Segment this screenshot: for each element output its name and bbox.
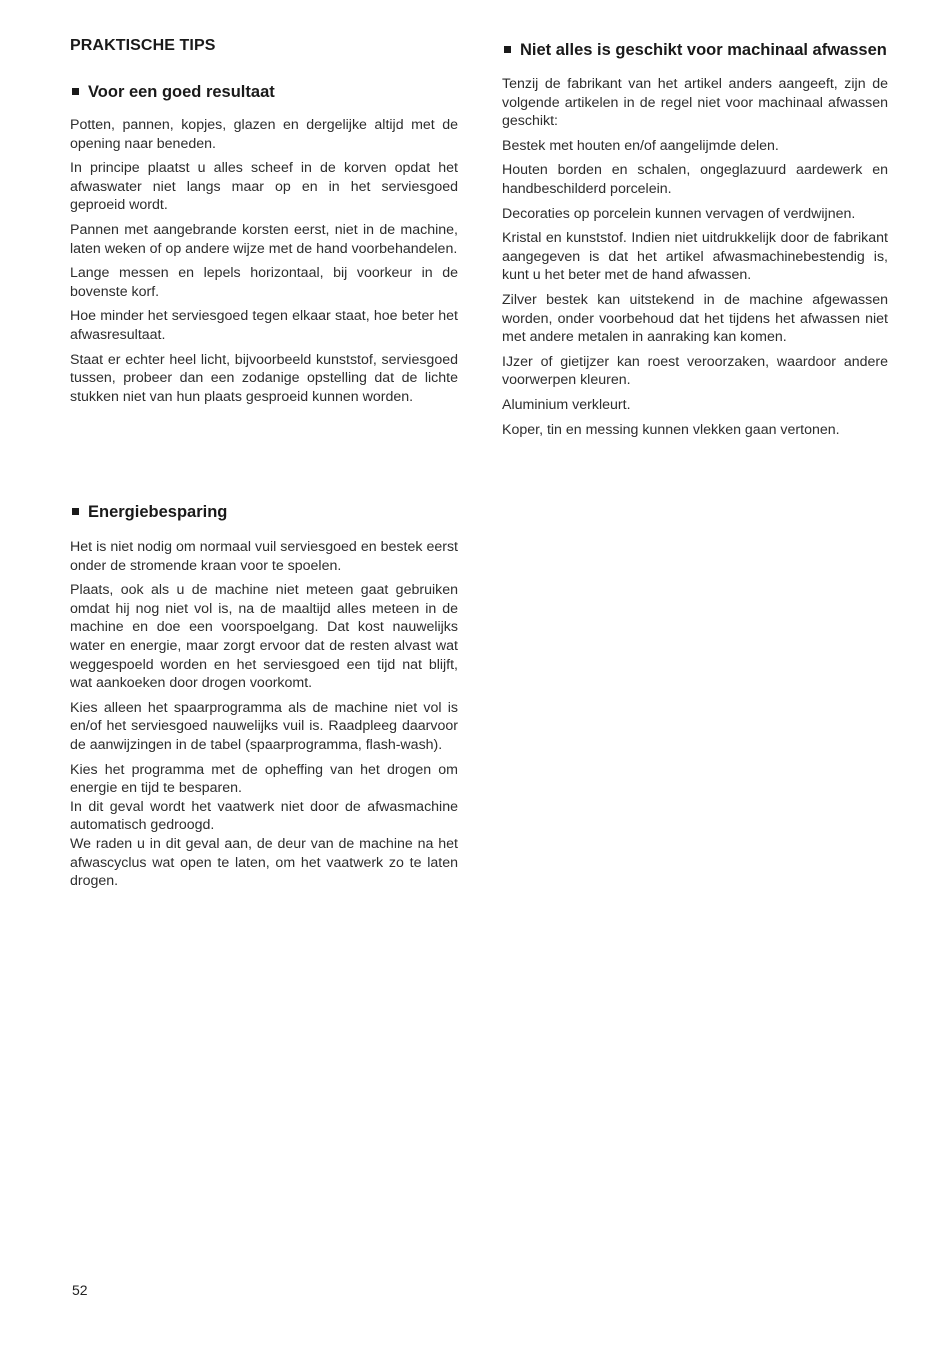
section-niet-alles-geschikt: [502, 40, 888, 445]
paragraph: In dit geval wordt het vaatwerk niet door de afwasmachine automatisch gedroogd.: [70, 798, 458, 834]
section-heading-text: Voor een goed resultaat: [88, 83, 275, 101]
paragraph: Potten, pannen, kopjes, glazen en dergelijke altijd met de opening naar beneden.: [70, 117, 458, 152]
paragraph: Houten borden en schalen, ongeglazuurd aardewerk en handbeschilderd porcelein.: [502, 162, 888, 197]
section-voor-een-goed-resultaat: [70, 82, 458, 412]
paragraph: Plaats, ook als u de machine niet meteen gaat gebruiken omdat hij nog niet vol is, na de maaltijd alles meteen in de machine en doe een voorspoelgang. Dat kost nauwelijks water en energie, maar zorgt ervoor dat de resten alvast wat weggespoeld worden en het serviesgoed een tijd nat blijft, wat aankoeken door drogen voorkomt.: [70, 582, 458, 692]
section-heading: [70, 82, 458, 102]
section-heading: [70, 502, 458, 522]
section-heading: [502, 40, 888, 61]
page-number: 52: [72, 1282, 88, 1298]
paragraph: Pannen met aangebrande korsten eerst, niet in de machine, laten weken of op andere wijze met de hand voorbehandelen.: [70, 221, 458, 257]
paragraph: In principe plaatst u alles scheef in de korven opdat het afwaswater niet langs maar op en in het serviesgoed geproeid wordt.: [70, 160, 458, 214]
paragraph: Koper, tin en messing kunnen vlekken gaan vertonen.: [502, 421, 840, 438]
paragraph: Decoraties op porcelein kunnen vervagen of verdwijnen.: [502, 205, 856, 222]
paragraph: Aluminium verkleurt.: [502, 396, 631, 413]
paragraph: Lange messen en lepels horizontaal, bij voorkeur in de bovenste korf.: [70, 265, 458, 300]
paragraph: IJzer of gietijzer kan roest veroorzaken, waardoor andere voorwerpen kleuren.: [502, 353, 888, 389]
paragraph: Bestek met houten en/of aangelijmde delen.: [502, 137, 779, 154]
section-heading-text: Energiebesparing: [88, 503, 228, 521]
paragraph: Hoe minder het serviesgoed tegen elkaar staat, hoe beter het afwasresultaat.: [70, 308, 458, 343]
square-bullet-icon: [72, 88, 79, 95]
paragraph: Kies alleen het spaarprogramma als de machine niet vol is en/of het serviesgoed nauwelijks vuil is. Raadpleeg daarvoor de aanwijzingen in de tabel (spaarprogramma, flash-wash).: [70, 699, 458, 753]
paragraph: We raden u in dit geval aan, de deur van de machine na het afwascyclus wat open te laten, om het vaatwerk zo te laten drogen.: [70, 835, 458, 890]
section-energiebesparing: [70, 502, 458, 891]
paragraph: Tenzij de fabrikant van het artikel anders aangeeft, zijn de volgende artikelen in de regel niet voor machinaal afwassen geschikt:: [502, 76, 888, 130]
section-heading-text: Niet alles is geschikt voor machinaal afwassen: [520, 41, 887, 59]
square-bullet-icon: [72, 508, 79, 515]
square-bullet-icon: [504, 46, 511, 53]
paragraph: Zilver bestek kan uitstekend in de machine afgewassen worden, onder voorbehoud dat het tijdens het afwassen niet met andere metalen in aanraking kan komen.: [502, 291, 888, 346]
page-title: PRAKTISCHE TIPS: [70, 37, 216, 54]
paragraph: Het is niet nodig om normaal vuil serviesgoed en bestek eerst onder de stromende kraan voor te spoelen.: [70, 539, 458, 574]
paragraph: Kristal en kunststof. Indien niet uitdrukkelijk door de fabrikant aangegeven is dat het artikel afwasmachinebestendig is, kunt u het beter met de hand afwassen.: [502, 230, 888, 284]
paragraph: Staat er echter heel licht, bijvoorbeeld kunststof, serviesgoed tussen, probeer dan een zodanige opstelling dat de lichte stukken niet van hun plaats gesproeid kunnen worden.: [70, 351, 458, 405]
paragraph: Kies het programma met de opheffing van het drogen om energie en tijd te besparen.: [70, 761, 458, 797]
